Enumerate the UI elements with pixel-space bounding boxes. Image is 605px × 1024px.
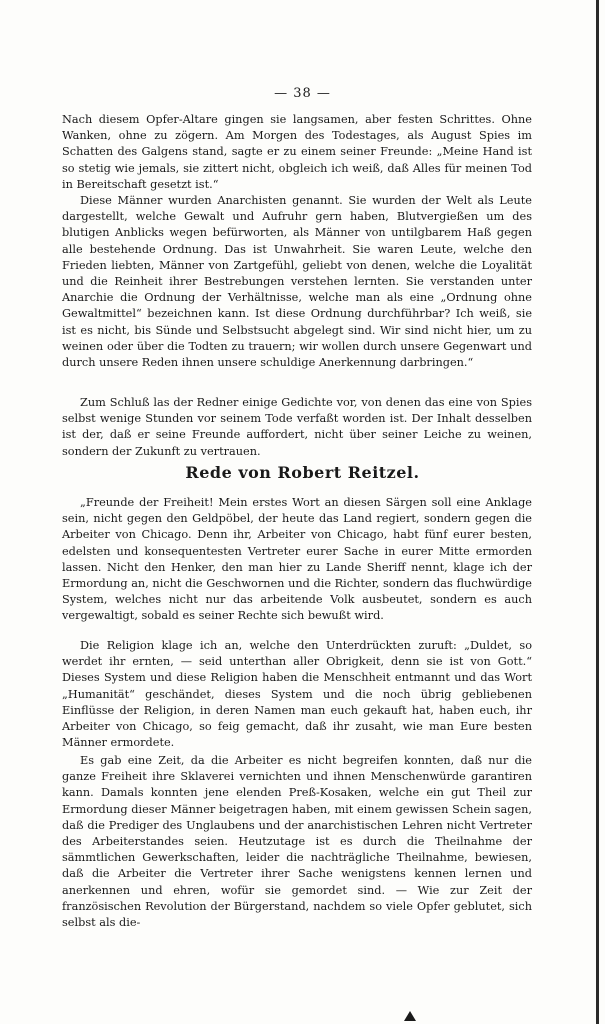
body-paragraph: „Freunde der Freiheit! Mein erstes Wort an diesen Särgen soll eine Anklage sein, nicht gegen den Geldpöbel, der heute das Land regiert, sondern gegen die Arbeiter von Chicago. Denn ihr, Arbeiter von Chicago, habt fünf eurer besten, edelsten und konsequentesten Vertreter eurer Sache in eurer Mitte ermorden lassen. Nicht den Henker, den man hier zu Lande Sheriff nennt, klage ich der Ermordung an, nicht die Geschwornen und die Richter, sondern das fluchwürdige System, welches nicht nur das arbeitende Volk ausbeutet, sondern es auch vergewaltigt, sobald es seiner Rechte sich bewußt wird. bbox=[62, 496, 532, 623]
body-paragraph: Es gab eine Zeit, da die Arbeiter es nicht begreifen konnten, daß nur die ganze Freiheit ihre Sklaverei vernichten und ihnen Menschenwürde garantiren kann. Damals konnten jene elenden Preß-Kosaken, welche ein gut Theil zur Ermordung dieser Männer beigetragen haben, mit einem gewissen Schein sagen, daß die Prediger des Unglaubens und der anarchistischen Lehren nicht Vertreter des Arbeiterstandes seien. Heutzutage ist es durch die Theilnahme der sämmtlichen Gewerkschaften, leider die nachträgliche Theilnahme, bewiesen, daß die Arbeiter die Vertreter ihrer Sache wenigstens kennen lernen und anerkennen und ehren, wofür sie gemordet sind. — Wie zur Zeit der französischen Revolution der Bürgerstand, nachdem so viele Opfer geblutet, sich selbst als die- bbox=[62, 754, 532, 930]
paragraph-speech-opening bbox=[62, 495, 532, 625]
paragraph-anarchists bbox=[62, 193, 532, 371]
section-heading: Rede von Robert Reitzel. bbox=[185, 463, 420, 482]
page-corner-mark bbox=[404, 1011, 416, 1021]
body-paragraph: Nach diesem Opfer-Altare gingen sie langsamen, aber festen Schrittes. Ohne Wanken, ohne zu zögern. Am Morgen des Todestages, als August Spies im Schatten des Galgens stand, sagte er zu einem seiner Freunde: „Meine Hand ist so stetig wie jemals, sie zittert nicht, obgleich ich weiß, daß Alles für meinen Tod in Bereitschaft gesetzt ist.“ bbox=[62, 113, 532, 191]
paragraph-religion bbox=[62, 638, 532, 751]
body-paragraph: Diese Männer wurden Anarchisten genannt. Sie wurden der Welt als Leute dargestellt, welche Gewalt und Aufruhr gern haben, Blutvergießen um des blutigen Anblicks wegen befürworten, als Männer von untilgbarem Haß gegen alle bestehende Ordnung. Das ist Unwahrheit. Sie waren Leute, welche den Frieden liebten, Männer von Zartgefühl, geliebt von denen, welche die Loyalität und die Reinheit ihrer Bestrebungen verstehen lernten. Sie verstanden unter Anarchie die Ordnung der Verhältnisse, welche man als eine „Ordnung ohne Gewaltmittel“ bezeichnen kann. Ist diese Ordnung durchführbar? Ich weiß, sie ist es nicht, bis Sünde und Selbstsucht abgelegt sind. Wir sind nicht hier, um zu weinen oder über die Todten zu trauern; wir wollen durch unsere Gegenwart und durch unsere Reden ihnen unsere schuldige Anerkennung darbringen.“ bbox=[62, 194, 532, 370]
paragraph-workers-time bbox=[62, 753, 532, 931]
body-paragraph: Die Religion klage ich an, welche den Unterdrückten zuruft: „Duldet, so werdet ihr ernten, — seid unterthan aller Obrigkeit, denn sie ist von Gott.“ Dieses System und diese Religion haben die Menschheit entmannt und das Wort „Humanität“ geschändet, dieses System und die noch übrig gebliebenen Einflüsse der Religion, in deren Namen man euch gekauft hat, haben euch, ihr Arbeiter von Chicago, so feig gemacht, daß ihr zusaht, wie man Eure besten Männer ermordete. bbox=[62, 639, 532, 750]
paragraph-execution-morning bbox=[62, 112, 532, 193]
page-edge-divider bbox=[596, 0, 599, 1024]
page-number: — 38 — bbox=[274, 86, 331, 101]
paragraph-poems bbox=[62, 395, 532, 460]
body-paragraph: Zum Schluß las der Redner einige Gedichte vor, von denen das eine von Spies selbst wenige Stunden vor seinem Tode verfaßt worden ist. Der Inhalt desselben ist der, daß er seine Freunde auffordert, nicht über seiner Leiche zu weinen, sondern der Zukunft zu vertrauen. bbox=[62, 396, 532, 458]
